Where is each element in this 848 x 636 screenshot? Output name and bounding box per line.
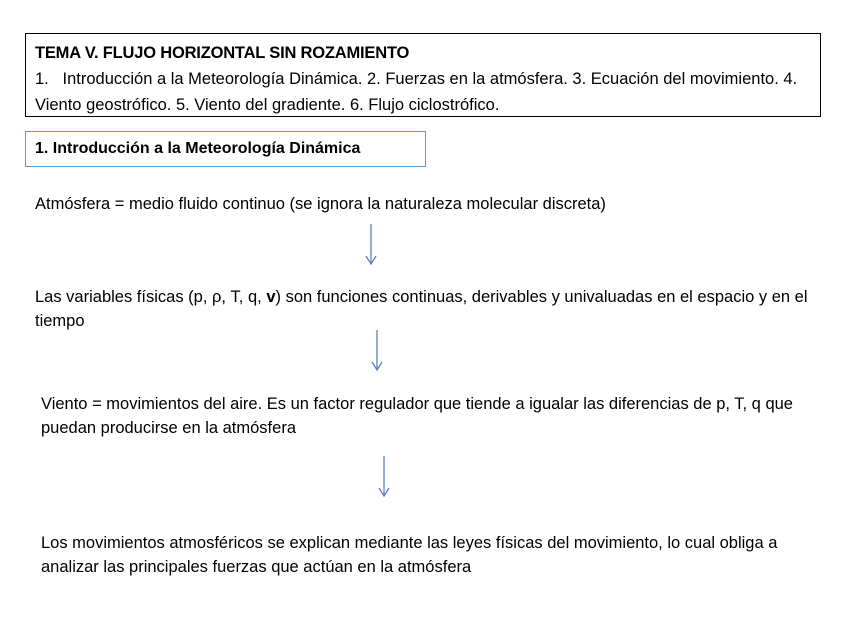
flow-step-2-text-b: ) son funciones continuas, derivables y univaluadas en el espacio y en el tiempo: [35, 288, 808, 330]
section-title: 1. Introducción a la Meteorología Dinámica: [25, 131, 426, 167]
down-arrow-icon: [369, 330, 385, 372]
down-arrow-icon: [363, 224, 379, 266]
down-arrow-icon: [376, 456, 392, 498]
topic-title: TEMA V. FLUJO HORIZONTAL SIN ROZAMIENTO: [35, 44, 410, 62]
flow-step-2: [35, 285, 815, 333]
flow-step-2-text-a: Las variables físicas (p, ρ, T, q,: [35, 288, 267, 306]
flow-step-4: Los movimientos atmosféricos se explican mediante las leyes físicas del movimiento, lo cual obliga a analizar las principales fuerzas que actúan en la atmósfera: [41, 534, 778, 576]
topic-contents: 1. Introducción a la Meteorología Dinámica. 2. Fuerzas en la atmósfera. 3. Ecuación del movimiento. 4. Viento geostrófico. 5. Viento del gradiente. 6. Flujo ciclostrófico.: [35, 70, 798, 114]
flow-step-3: Viento = movimientos del aire. Es un factor regulador que tiende a igualar las diferencias de p, T, q que puedan producirse en la atmósfera: [41, 395, 793, 437]
flow-step-2-vector-v: v: [266, 288, 276, 306]
topic-header-box: [25, 33, 821, 117]
flow-step-1: Atmósfera = medio fluido continuo (se ignora la naturaleza molecular discreta): [35, 195, 606, 213]
